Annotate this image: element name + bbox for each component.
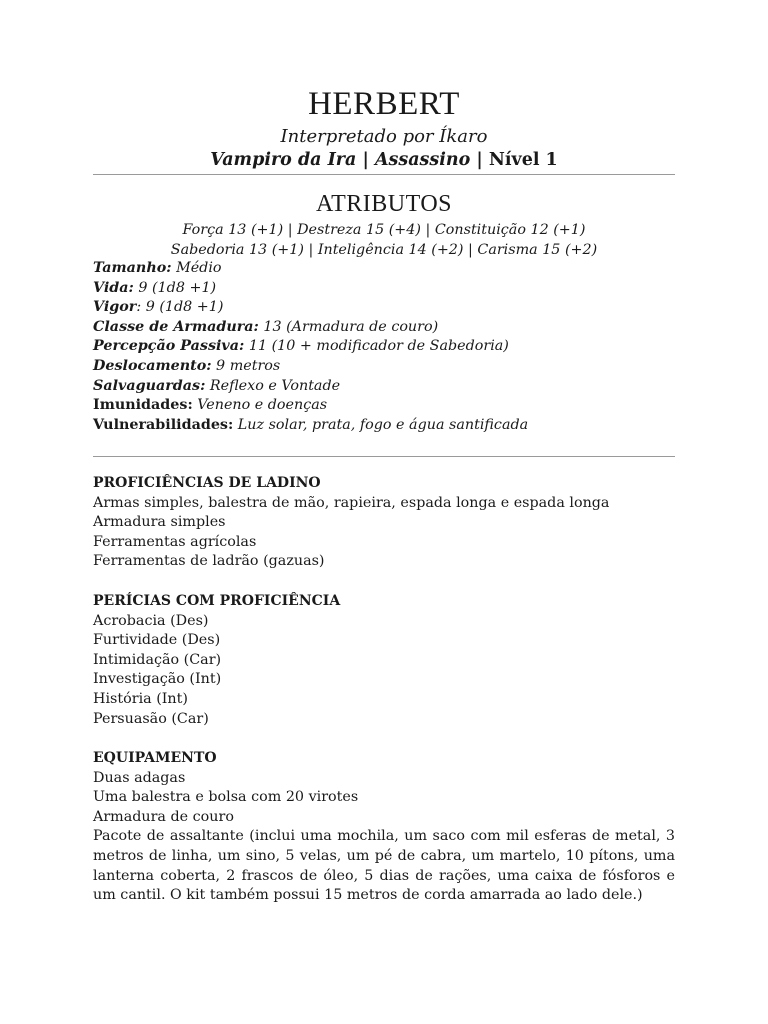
list-item: Armadura de couro bbox=[93, 808, 234, 825]
list-item: Uma balestra e bolsa com 20 virotes bbox=[93, 789, 359, 806]
list-item: História (Int) bbox=[93, 690, 188, 707]
character-name: HERBERT bbox=[308, 86, 460, 122]
stat-label: Classe de Armadura: bbox=[93, 318, 259, 335]
list-item: Furtividade (Des) bbox=[93, 632, 221, 649]
pack-description: Pacote de assaltante (inclui uma mochila, um saco com mil esferas de metal, 3 metros de linha, um sino, 5 velas, um pé de cabra, um martelo, 10 pítons, uma lanterna coberta, 2 frascos de óleo, 5 dias de rações, uma caixa de fósforos e um cantil. O kit também possui 15 metros de corda amarrada ao lado dele.) bbox=[93, 828, 675, 904]
stat-value: 11 (10 + modificador de Sabedoria) bbox=[244, 338, 509, 355]
stat-label: Percepção Passiva: bbox=[93, 338, 245, 355]
stat-vulnerabilities bbox=[93, 416, 675, 436]
stat-label: Tamanho: bbox=[93, 260, 172, 276]
race: Vampiro da Ira bbox=[210, 150, 357, 170]
section-heading: EQUIPAMENTO bbox=[93, 750, 217, 766]
stat-value: Reflexo e Vontade bbox=[205, 377, 341, 394]
attributes-title: ATRIBUTOS bbox=[315, 191, 453, 217]
list-item: Duas adagas bbox=[93, 769, 186, 786]
stat-label: Salvaguardas: bbox=[93, 377, 206, 394]
stat-hp bbox=[93, 279, 675, 299]
stat-value: 9 metros bbox=[211, 357, 281, 374]
equipment-section bbox=[93, 749, 675, 906]
list-item: Armadura simples bbox=[93, 514, 226, 531]
stat-value: 9 (1d8 +1) bbox=[133, 279, 217, 296]
list-item: Persuasão (Car) bbox=[93, 710, 209, 727]
stat-value: Médio bbox=[171, 260, 222, 276]
ability-scores-line: Força 13 (+1) | Destreza 15 (+4) | Constituição 12 (+1) bbox=[182, 222, 586, 238]
list-item: Intimidação (Car) bbox=[93, 651, 222, 668]
stat-value: Veneno e doenças bbox=[192, 397, 328, 414]
class: Assassino bbox=[374, 150, 471, 170]
stat-vigor bbox=[93, 298, 675, 318]
separator: | bbox=[356, 150, 375, 170]
stat-list bbox=[93, 259, 675, 435]
stat-armor-class bbox=[93, 318, 675, 338]
player-name: Interpretado por Íkaro bbox=[280, 126, 488, 147]
stat-passive-perception bbox=[93, 337, 675, 357]
stat-value: 13 (Armadura de couro) bbox=[258, 318, 439, 335]
ability-scores-line: Sabedoria 13 (+1) | Inteligência 14 (+2) | Carisma 15 (+2) bbox=[170, 242, 598, 258]
skills-section bbox=[93, 592, 675, 729]
divider bbox=[93, 456, 675, 457]
list-item: Ferramentas agrícolas bbox=[93, 533, 257, 550]
separator: | bbox=[470, 150, 489, 170]
stat-value: : 9 (1d8 +1) bbox=[136, 299, 224, 316]
list-item: Armas simples, balestra de mão, rapieira, espada longa e espada longa bbox=[93, 494, 610, 511]
stat-label: Vida: bbox=[93, 279, 134, 296]
stat-saves bbox=[93, 377, 675, 397]
stat-label: Imunidades: bbox=[93, 397, 193, 414]
stat-immunities bbox=[93, 396, 675, 416]
stat-speed bbox=[93, 357, 675, 377]
list-item: Ferramentas de ladrão (gazuas) bbox=[93, 553, 325, 570]
section-heading: PERÍCIAS COM PROFICIÊNCIA bbox=[93, 593, 341, 609]
stat-label: Deslocamento: bbox=[93, 357, 212, 374]
proficiencies-section bbox=[93, 474, 675, 572]
section-heading: PROFICIÊNCIAS DE LADINO bbox=[93, 475, 321, 491]
ability-scores bbox=[93, 220, 675, 260]
stat-label: Vigor bbox=[93, 299, 137, 316]
stat-value: Luz solar, prata, fogo e água santificada bbox=[233, 416, 529, 433]
list-item: Investigação (Int) bbox=[93, 671, 222, 688]
stat-label: Vulnerabilidades: bbox=[93, 416, 234, 433]
race-class-level bbox=[93, 150, 675, 170]
level: Nível 1 bbox=[488, 150, 558, 170]
stat-size bbox=[93, 259, 675, 279]
list-item: Acrobacia (Des) bbox=[93, 612, 209, 629]
divider bbox=[93, 174, 675, 175]
